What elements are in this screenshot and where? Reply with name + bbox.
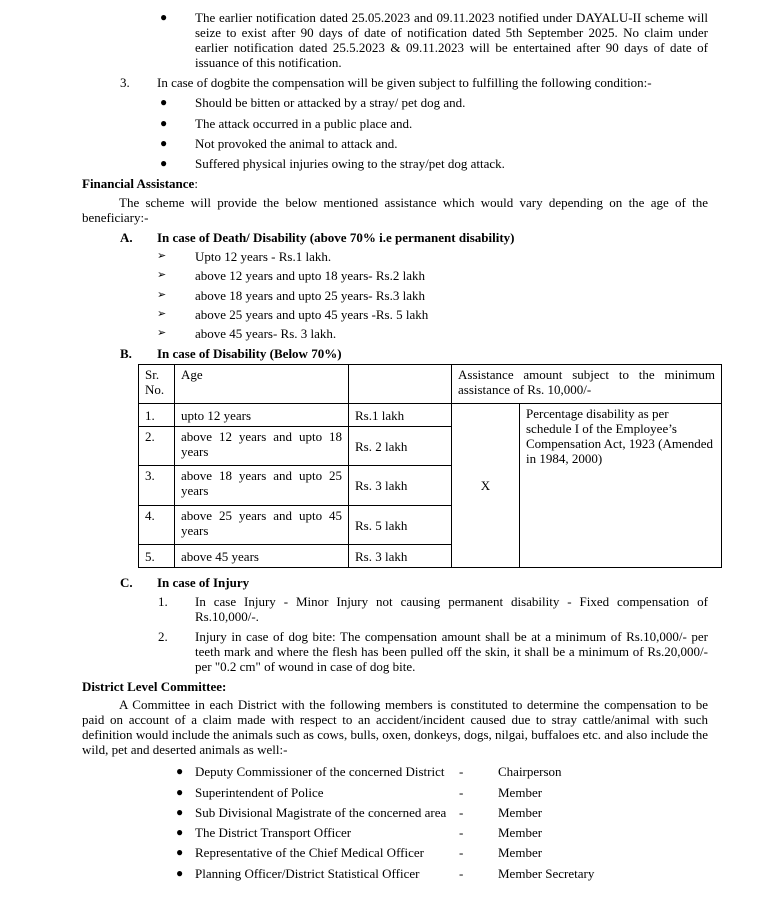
notification-paragraph: The earlier notification dated 25.05.2023 and 09.11.2023 notified under DAYALU-II scheme will seize to exist after 90 days of date of notification dated 5th September 2025. No claim under earlier notification dated 25.5.2023 & 09.11.2023 will be entertained after 90 days of date of issuance of this notification. bbox=[195, 10, 708, 70]
row-amount: Rs. 2 lakh bbox=[349, 427, 452, 466]
death-assistance-item: above 25 years and upto 45 years -Rs. 5 lakh bbox=[195, 307, 429, 322]
dot-bullet-icon: ● bbox=[176, 845, 184, 859]
header-amount bbox=[349, 365, 452, 404]
member-role: Member Secretary bbox=[498, 866, 595, 881]
dot-bullet-icon: ● bbox=[176, 764, 184, 778]
arrow-bullet-icon: ➢ bbox=[157, 289, 167, 301]
death-assistance-item: above 18 years and upto 25 years- Rs.3 lakh bbox=[195, 288, 425, 303]
member-role: Member bbox=[498, 825, 543, 840]
table-row bbox=[139, 404, 722, 427]
section-b-title: In case of Disability (Below 70%) bbox=[157, 346, 342, 361]
member-dash: - bbox=[459, 825, 464, 840]
member-dash: - bbox=[459, 764, 464, 779]
section-letter: B. bbox=[120, 346, 132, 361]
header-assistance: Assistance amount subject to the minimum assistance of Rs. 10,000/- bbox=[452, 365, 722, 404]
bullet-icon: ● bbox=[160, 116, 168, 130]
x-mark: X bbox=[452, 404, 520, 568]
row-sr: 1. bbox=[139, 404, 175, 427]
member-name: Sub Divisional Magistrate of the concerned area bbox=[195, 805, 447, 820]
member-dash: - bbox=[459, 805, 464, 820]
arrow-bullet-icon: ➢ bbox=[157, 250, 167, 262]
condition-item: Should be bitten or attacked by a stray/ pet dog and. bbox=[195, 95, 466, 110]
row-age: above 25 years and upto 45 years bbox=[175, 506, 349, 545]
member-dash: - bbox=[459, 785, 464, 800]
point-number: 3. bbox=[120, 75, 130, 90]
member-role: Member bbox=[498, 785, 543, 800]
member-name: Superintendent of Police bbox=[195, 785, 324, 800]
bullet-icon: ● bbox=[160, 95, 168, 109]
dot-bullet-icon: ● bbox=[176, 785, 184, 799]
arrow-bullet-icon: ➢ bbox=[157, 269, 167, 281]
condition-item: Not provoked the animal to attack and. bbox=[195, 136, 398, 151]
financial-heading-colon: : bbox=[194, 176, 198, 191]
financial-heading-text: Financial Assistance bbox=[82, 176, 195, 191]
section-letter: C. bbox=[120, 575, 133, 590]
row-sr: 2. bbox=[139, 427, 175, 466]
condition-item: The attack occurred in a public place and. bbox=[195, 116, 413, 131]
header-sr: Sr. No. bbox=[139, 365, 175, 404]
row-age: upto 12 years bbox=[175, 404, 349, 427]
row-amount: Rs. 3 lakh bbox=[349, 545, 452, 568]
member-role: Member bbox=[498, 845, 543, 860]
table-header-row bbox=[139, 365, 722, 404]
financial-heading bbox=[82, 176, 198, 191]
percentage-note: Percentage disability as per schedule I of the Employee’s Compensation Act, 1923 (Amended in 1984, 2000) bbox=[520, 404, 722, 568]
bullet-icon: ● bbox=[160, 156, 168, 170]
header-age: Age bbox=[175, 365, 349, 404]
member-name: Planning Officer/District Statistical Officer bbox=[195, 866, 420, 881]
death-assistance-item: Upto 12 years - Rs.1 lakh. bbox=[195, 249, 332, 264]
member-role: Member bbox=[498, 805, 543, 820]
member-name: The District Transport Officer bbox=[195, 825, 352, 840]
dot-bullet-icon: ● bbox=[176, 866, 184, 880]
section-a-title: In case of Death/ Disability (above 70% i.e permanent disability) bbox=[157, 230, 515, 245]
member-name: Representative of the Chief Medical Officer bbox=[195, 845, 424, 860]
injury-text: In case Injury - Minor Injury not causing permanent disability - Fixed compensation of Rs.10,000/-. bbox=[195, 594, 708, 624]
bullet-icon: ● bbox=[160, 10, 168, 24]
dot-bullet-icon: ● bbox=[176, 805, 184, 819]
financial-intro: The scheme will provide the below mentioned assistance which would vary depending on the age of the beneficiary:- bbox=[82, 195, 708, 225]
arrow-bullet-icon: ➢ bbox=[157, 308, 167, 320]
disability-table bbox=[138, 364, 722, 568]
bullet-icon: ● bbox=[160, 136, 168, 150]
row-age: above 45 years bbox=[175, 545, 349, 568]
row-sr: 4. bbox=[139, 506, 175, 545]
row-sr: 3. bbox=[139, 466, 175, 506]
member-dash: - bbox=[459, 866, 464, 881]
injury-number: 1. bbox=[158, 594, 168, 609]
injury-text: Injury in case of dog bite: The compensation amount shall be at a minimum of Rs.10,000/- per teeth mark and where the flesh has been pulled off the skin, it shall be a minimum of Rs.20,000/- per "0.2 cm" of wound in case of dog bite. bbox=[195, 629, 708, 674]
death-assistance-item: above 12 years and upto 18 years- Rs.2 lakh bbox=[195, 268, 425, 283]
row-sr: 5. bbox=[139, 545, 175, 568]
death-assistance-item: above 45 years- Rs. 3 lakh. bbox=[195, 326, 337, 341]
arrow-bullet-icon: ➢ bbox=[157, 327, 167, 339]
row-amount: Rs. 3 lakh bbox=[349, 466, 452, 506]
row-age: above 12 years and upto 18 years bbox=[175, 427, 349, 466]
row-amount: Rs.1 lakh bbox=[349, 404, 452, 427]
section-c-title: In case of Injury bbox=[157, 575, 250, 590]
condition-item: Suffered physical injuries owing to the stray/pet dog attack. bbox=[195, 156, 505, 171]
member-role: Chairperson bbox=[498, 764, 562, 779]
member-name: Deputy Commissioner of the concerned District bbox=[195, 764, 445, 779]
committee-intro: A Committee in each District with the following members is constituted to determine the compensation to be paid on account of a claim made with respect to an accident/incident caused due to stray cattle/animal with such definition would include the animals such as cows, bulls, oxen, donkeys, dogs, nilgai, buffaloes etc. and also include the wild, pet and deserted animals as well:- bbox=[82, 697, 708, 757]
row-age: above 18 years and upto 25 years bbox=[175, 466, 349, 506]
row-amount: Rs. 5 lakh bbox=[349, 506, 452, 545]
point-3-text: In case of dogbite the compensation will be given subject to fulfilling the following condition:- bbox=[157, 75, 652, 90]
dot-bullet-icon: ● bbox=[176, 825, 184, 839]
section-letter: A. bbox=[120, 230, 133, 245]
member-dash: - bbox=[459, 845, 464, 860]
injury-number: 2. bbox=[158, 629, 168, 644]
committee-heading: District Level Committee: bbox=[82, 679, 227, 694]
